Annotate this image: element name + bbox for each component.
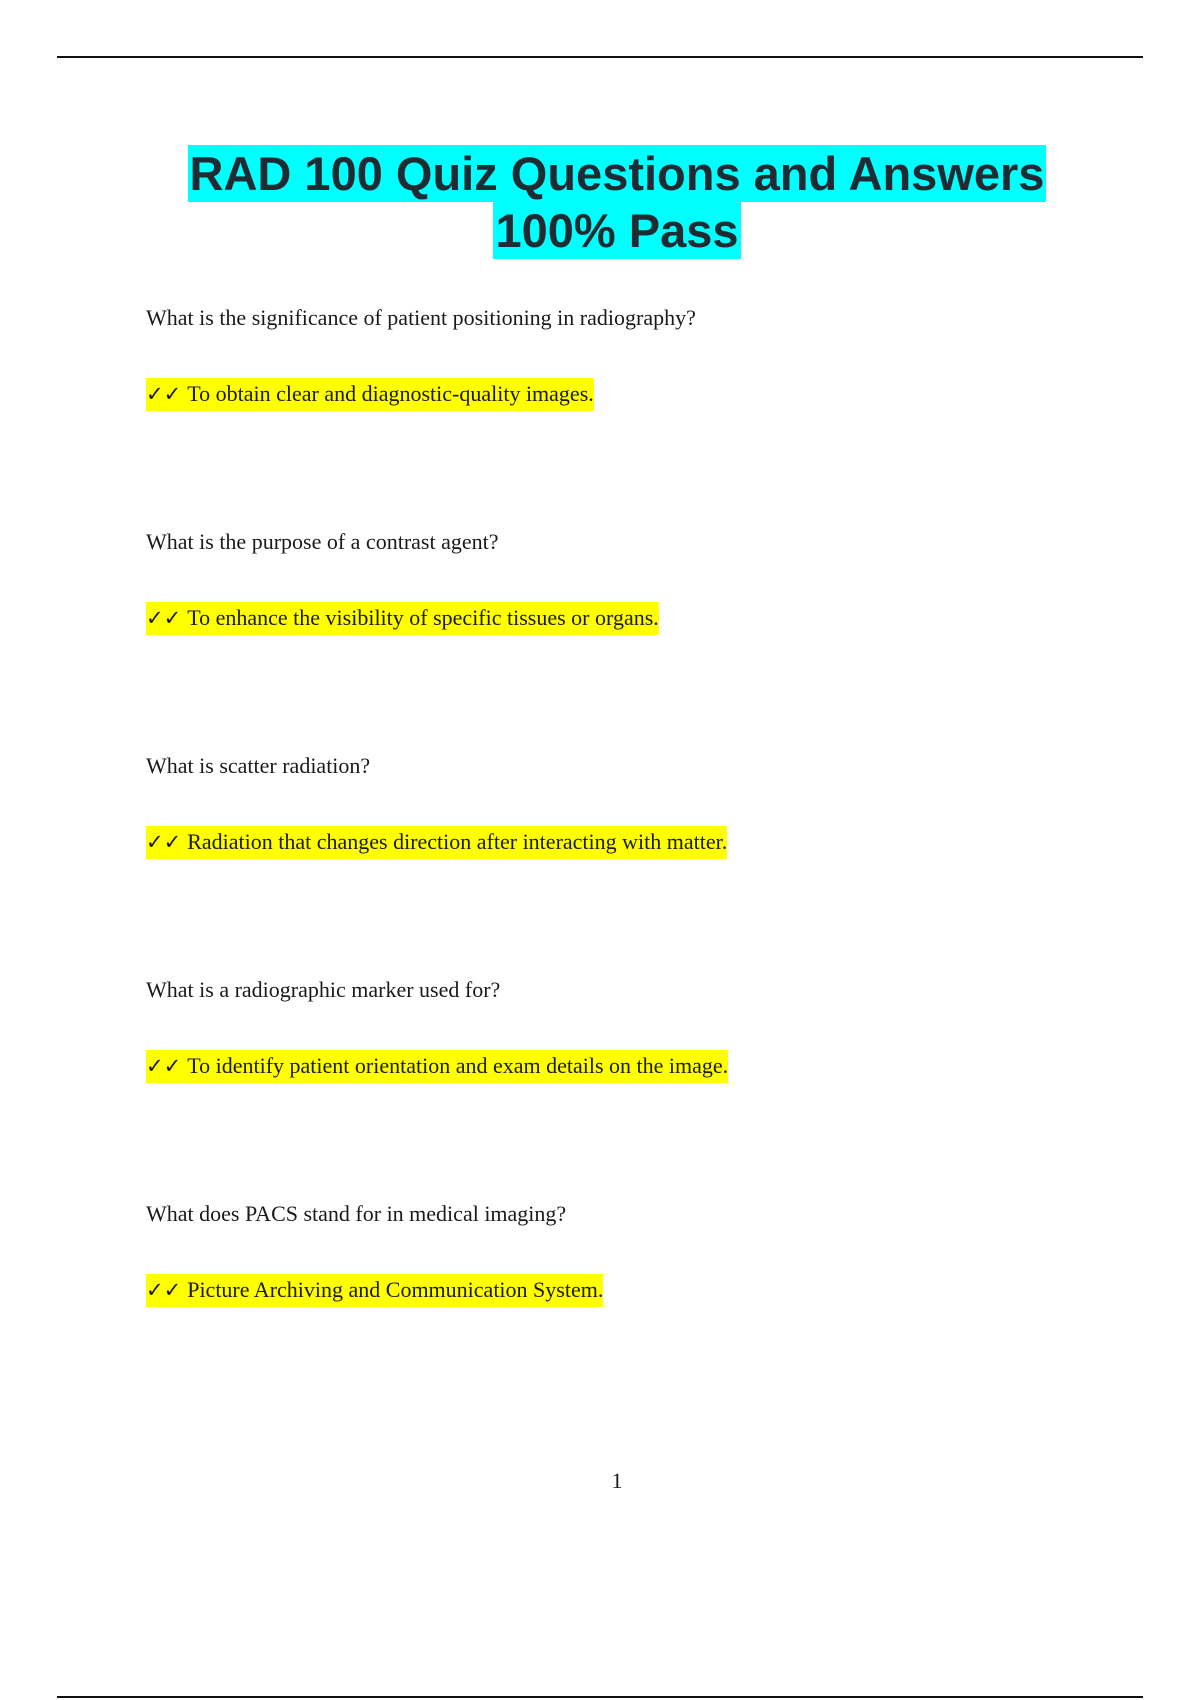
answer-highlight	[146, 1050, 728, 1083]
answer-highlight	[146, 826, 727, 859]
qa-item	[146, 751, 1106, 975]
answer-text	[146, 826, 727, 859]
title-line-1: RAD 100 Quiz Questions and Answers	[189, 147, 1045, 200]
answer-label: To identify patient orientation and exam details on the image.	[187, 1053, 729, 1078]
answer-text	[146, 1274, 603, 1307]
double-check-icon: ✓✓	[146, 382, 182, 406]
answer-highlight	[146, 1274, 603, 1307]
answer-text	[146, 602, 659, 635]
answer-label: Radiation that changes direction after interacting with matter.	[187, 829, 728, 854]
question-text: What does PACS stand for in medical imaging?	[146, 1201, 567, 1226]
footer-rule	[57, 1696, 1143, 1698]
page-number: 1	[611, 1468, 623, 1493]
question-text: What is the significance of patient positioning in radiography?	[146, 305, 696, 330]
question-text: What is scatter radiation?	[146, 753, 371, 778]
qa-item	[146, 527, 1106, 751]
answer-highlight	[146, 602, 659, 635]
double-check-icon: ✓✓	[146, 1054, 182, 1078]
qa-item	[146, 1199, 1106, 1423]
answer-label: To enhance the visibility of specific tissues or organs.	[187, 605, 659, 630]
qa-item	[146, 303, 1106, 527]
double-check-icon: ✓✓	[146, 830, 182, 854]
question-text: What is a radiographic marker used for?	[146, 977, 501, 1002]
answer-highlight	[146, 378, 594, 411]
title-line-2: 100% Pass	[495, 204, 739, 257]
answer-label: To obtain clear and diagnostic-quality images.	[187, 381, 594, 406]
qa-list	[146, 303, 1106, 1423]
header-rule	[57, 56, 1143, 58]
question-text: What is the purpose of a contrast agent?	[146, 529, 499, 554]
document-title	[0, 145, 1200, 259]
qa-item	[146, 975, 1106, 1199]
answer-text	[146, 378, 594, 411]
double-check-icon: ✓✓	[146, 606, 182, 630]
answer-text	[146, 1050, 728, 1083]
answer-label: Picture Archiving and Communication System.	[187, 1277, 604, 1302]
double-check-icon: ✓✓	[146, 1278, 182, 1302]
